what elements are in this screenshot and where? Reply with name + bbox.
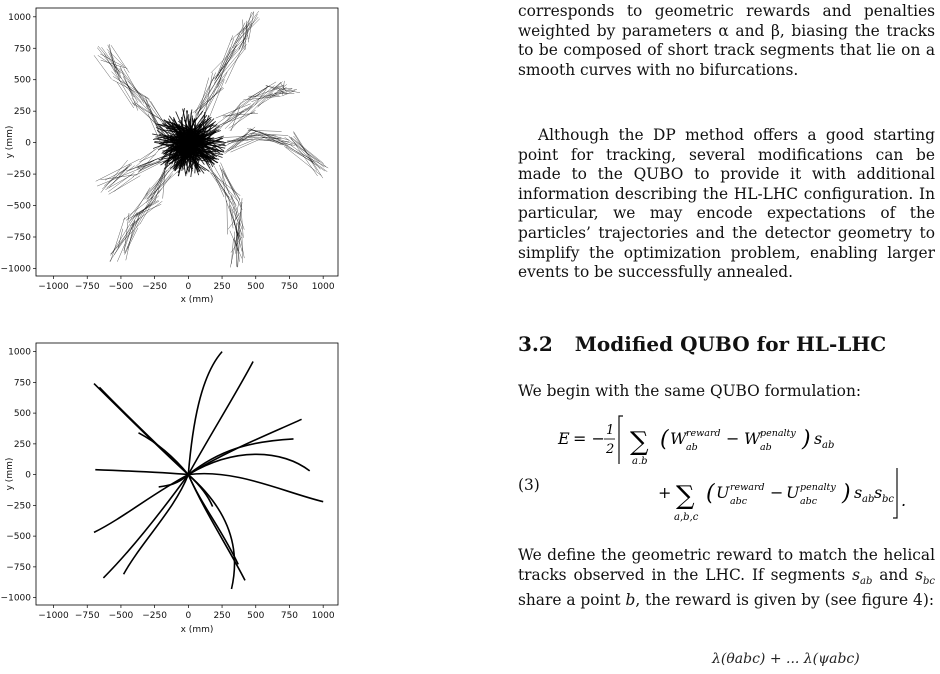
svg-text:W: W — [744, 429, 761, 448]
y-tick-label: −500 — [6, 201, 31, 212]
section-title: Modified QUBO for HL-LHC — [574, 332, 887, 356]
svg-text:E: E — [558, 429, 570, 448]
svg-text:penalty: penalty — [800, 482, 836, 493]
svg-text:abc: abc — [800, 496, 818, 507]
track-curve — [188, 362, 253, 475]
svg-text:a,b,c: a,b,c — [674, 512, 699, 523]
y-tick-label: 750 — [13, 378, 31, 389]
svg-text:−: − — [770, 483, 784, 502]
x-tick-label: −750 — [74, 282, 100, 292]
x-tick-label: 500 — [247, 282, 265, 292]
track-curve — [188, 475, 238, 565]
track-curves — [94, 352, 323, 589]
paragraph-modifications — [518, 126, 935, 283]
x-axis-label: x (mm) — [180, 295, 214, 305]
plot-all-segments-svg — [0, 0, 345, 330]
equation-line-1 — [518, 412, 935, 464]
x-tick-label: 250 — [213, 282, 231, 292]
track-curve — [99, 387, 188, 474]
svg-text:2: 2 — [606, 442, 615, 457]
svg-text:s: s — [814, 429, 823, 448]
track-curve — [188, 475, 212, 507]
svg-text:1: 1 — [606, 423, 615, 438]
candidate-segment — [285, 137, 320, 162]
svg-text:): ) — [802, 427, 811, 452]
y-tick-label: 0 — [25, 470, 31, 481]
candidate-segment — [215, 108, 247, 128]
candidate-segment — [132, 103, 177, 129]
svg-text:bc: bc — [882, 494, 895, 505]
candidate-segment — [134, 102, 177, 129]
svg-text:(: ( — [706, 481, 715, 506]
x-tick-label: 0 — [185, 611, 192, 621]
paragraph-qubo-intro — [518, 382, 935, 402]
y-tick-label: −750 — [6, 562, 31, 573]
y-tick-label: −750 — [6, 232, 31, 243]
y-tick-label: 250 — [13, 439, 31, 450]
svg-text:penalty: penalty — [760, 428, 796, 439]
equation-fragment: λ(θabc) + ... λ(ψabc) — [712, 651, 860, 667]
track-curve — [188, 475, 234, 589]
track-curve — [103, 475, 188, 578]
x-tick-label: −500 — [108, 611, 134, 621]
svg-text:W: W — [670, 429, 687, 448]
candidate-segment — [150, 167, 183, 196]
paragraph-dp-rewards — [518, 2, 935, 80]
svg-text:∑: ∑ — [630, 427, 649, 457]
candidate-segment — [145, 96, 161, 136]
candidate-segment — [143, 98, 167, 142]
track-curve — [124, 475, 189, 575]
svg-text:U: U — [786, 483, 800, 502]
x-tick-label: 500 — [247, 611, 265, 621]
svg-text:a,b: a,b — [632, 456, 648, 464]
candidate-segment — [132, 98, 166, 136]
svg-text:ab: ab — [686, 442, 698, 453]
candidate-segment — [214, 44, 247, 83]
track-curve — [188, 454, 309, 474]
candidate-segment — [213, 99, 251, 127]
candidate-segment — [111, 224, 140, 254]
plot-selected-tracks-svg — [0, 337, 345, 667]
candidate-segment — [294, 131, 323, 178]
y-axis-label: y (mm) — [5, 125, 15, 159]
x-tick-label: 1000 — [311, 611, 335, 621]
y-tick-label: 1000 — [8, 12, 31, 23]
y-tick-label: 500 — [13, 75, 31, 86]
figure-selected-tracks — [0, 337, 345, 667]
y-tick-label: 750 — [13, 44, 31, 55]
x-tick-label: −750 — [74, 611, 100, 621]
svg-text:s: s — [874, 483, 883, 502]
svg-text:s: s — [854, 483, 863, 502]
candidate-segment — [218, 102, 241, 131]
svg-text:reward: reward — [730, 482, 765, 493]
svg-text:= −: = − — [573, 429, 605, 448]
x-ticks — [38, 276, 335, 292]
x-axis-label: x (mm) — [180, 625, 214, 635]
figure-all-segments — [0, 0, 345, 330]
y-tick-label: 500 — [13, 409, 31, 420]
candidate-segment — [201, 72, 228, 122]
candidate-segment — [118, 229, 123, 248]
segment-mesh — [94, 11, 328, 267]
svg-text:ab: ab — [822, 440, 835, 451]
svg-text:U: U — [716, 483, 730, 502]
candidate-segment — [284, 146, 321, 175]
candidate-segment — [248, 130, 282, 131]
candidate-segment — [108, 172, 134, 192]
x-tick-label: 1000 — [311, 282, 335, 292]
candidate-segment — [154, 166, 178, 194]
svg-text:∑: ∑ — [676, 481, 695, 511]
y-tick-label: 0 — [25, 138, 31, 149]
candidate-segment — [136, 147, 162, 176]
paragraph-text: corresponds to geometric rewards and penalties weighted by parameters α and β, biasing the tracks to be composed of short track segments that lie on a smooth curves with no bifurcations. — [518, 2, 935, 79]
x-tick-label: 0 — [185, 282, 192, 292]
x-tick-label: −1000 — [38, 611, 69, 621]
paragraph-text: Although the DP method offers a good starting point for tracking, several modifications can be made to the QUBO to provide it with additional information describing the HL-LHC configuration. In particular, we may encode expectations of the particles’ trajectories and the detector geometry to simplify the optimization problem, enabling larger events to be successfully annealed. — [518, 126, 935, 282]
y-tick-label: −1000 — [0, 593, 31, 604]
paragraph-text: We begin with the same QUBO formulation: — [518, 382, 862, 400]
candidate-segment — [112, 72, 148, 110]
svg-text:): ) — [842, 481, 851, 506]
y-tick-label: −250 — [6, 501, 31, 512]
section-number: 3.2 — [518, 332, 553, 356]
candidate-segment — [216, 45, 237, 79]
y-tick-label: 250 — [13, 107, 31, 118]
svg-text:+: + — [658, 483, 672, 502]
x-tick-label: 750 — [280, 611, 299, 621]
candidate-segment — [193, 88, 224, 113]
equation-cut-off — [712, 651, 860, 667]
x-tick-label: −250 — [142, 611, 168, 621]
candidate-segment — [140, 144, 164, 160]
x-tick-label: 750 — [280, 282, 299, 292]
x-tick-label: −500 — [108, 282, 134, 292]
candidate-segment — [222, 173, 226, 202]
candidate-segment — [119, 69, 149, 107]
candidate-segment — [227, 200, 228, 234]
equation-line-1-svg — [518, 412, 935, 464]
candidate-segment — [110, 218, 139, 261]
y-tick-label: −500 — [6, 532, 31, 543]
y-tick-label: −250 — [6, 170, 31, 181]
track-curve — [95, 470, 188, 475]
candidate-segment — [209, 167, 238, 201]
section-heading — [518, 332, 886, 356]
x-ticks — [38, 605, 335, 621]
svg-text:abc: abc — [730, 496, 748, 507]
svg-text:reward: reward — [686, 428, 721, 439]
svg-text:ab: ab — [862, 494, 875, 505]
y-axis-label: y (mm) — [5, 457, 15, 491]
candidate-segment — [291, 137, 324, 164]
y-tick-label: 1000 — [8, 347, 31, 358]
candidate-segment — [130, 201, 162, 226]
paragraph-geometric-reward — [518, 546, 935, 611]
x-tick-label: −250 — [142, 282, 168, 292]
candidate-segment — [163, 160, 166, 198]
candidate-segment — [138, 155, 167, 169]
candidate-segment — [156, 167, 166, 192]
x-tick-label: −1000 — [38, 282, 69, 292]
svg-text:.: . — [901, 491, 907, 510]
candidate-segment — [238, 202, 243, 236]
y-tick-label: −1000 — [0, 264, 31, 275]
equation-number: (3) — [518, 476, 540, 494]
svg-text:ab: ab — [760, 442, 772, 453]
candidate-segment — [109, 52, 121, 78]
candidate-segment — [294, 142, 324, 167]
candidate-segment — [210, 172, 233, 204]
svg-text:−: − — [726, 429, 740, 448]
candidate-segment — [222, 49, 236, 72]
candidate-segment — [129, 158, 158, 170]
x-tick-label: 250 — [213, 611, 231, 621]
svg-text:(: ( — [660, 427, 669, 452]
paragraph-text: We define the geometric reward to match the helical tracks observed in the LHC. If segments $s_{ab}$ and $s_{bc}$ share a point b, the reward is given by (see figure 4): — [518, 546, 936, 610]
